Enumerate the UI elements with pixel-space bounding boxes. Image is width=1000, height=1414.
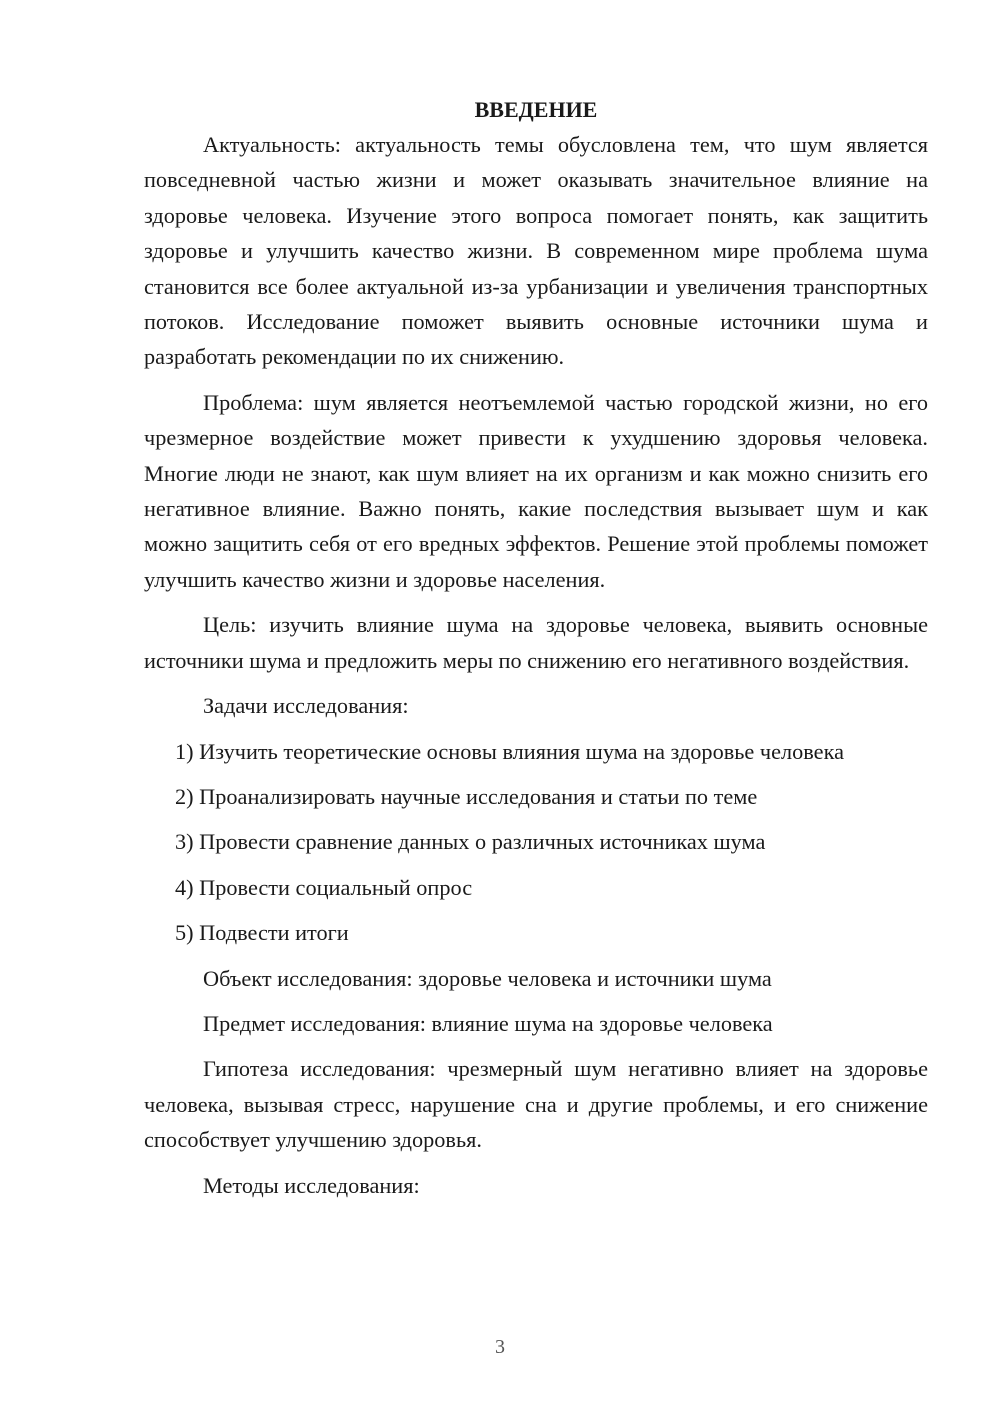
task-item: 5) Подвести итоги xyxy=(175,920,349,946)
problem-paragraph: Проблема: шум является неотъемлемой частью городской жизни, но его чрезмерное воздействие может привести к ухудшению здоровья человека. Многие люди не знают, как шум влияет на их организм и как можно снизить его негативное влияние. Важно понять, какие последствия вызывает шум и как можно защитить себя от его вредных эффектов. Решение этой проблемы поможет улучшить качество жизни и здоровье населения. xyxy=(144,389,928,592)
task-item: 3) Провести сравнение данных о различных источниках шума xyxy=(175,829,766,855)
methods-heading: Методы исследования: xyxy=(203,1172,420,1198)
section-title: ВВЕДЕНИЕ xyxy=(474,97,598,122)
hypothesis-paragraph: Гипотеза исследования: чрезмерный шум негативно влияет на здоровье человека, вызывая стресс, нарушение сна и другие проблемы, и его снижение способствует улучшению здоровья. xyxy=(144,1056,928,1153)
goal-paragraph: Цель: изучить влияние шума на здоровье человека, выявить основные источники шума и предложить меры по снижению его негативного воздействия. xyxy=(144,612,928,673)
tasks-list xyxy=(144,734,928,951)
relevance-paragraph: Актуальность: актуальность темы обусловлена тем, что шум является повседневной частью жизни и может оказывать значительное влияние на здоровье человека. Изучение этого вопроса помогает понять, как защитить здоровье и улучшить качество жизни. В современном мире проблема шума становится все более актуальной из-за урбанизации и увеличения транспортных потоков. Исследование поможет выявить основные источники шума и разработать рекомендации по их снижению. xyxy=(144,132,928,370)
object-paragraph: Объект исследования: здоровье человека и источники шума xyxy=(203,965,772,991)
document-page xyxy=(144,92,928,1213)
subject-paragraph: Предмет исследования: влияние шума на здоровье человека xyxy=(203,1010,773,1036)
task-item: 1) Изучить теоретические основы влияния шума на здоровье человека xyxy=(175,738,844,764)
task-item: 4) Провести социальный опрос xyxy=(175,874,473,900)
tasks-heading: Задачи исследования: xyxy=(203,693,409,719)
page-number: 3 xyxy=(495,1336,505,1358)
task-item: 2) Проанализировать научные исследования и статьи по теме xyxy=(175,783,758,809)
